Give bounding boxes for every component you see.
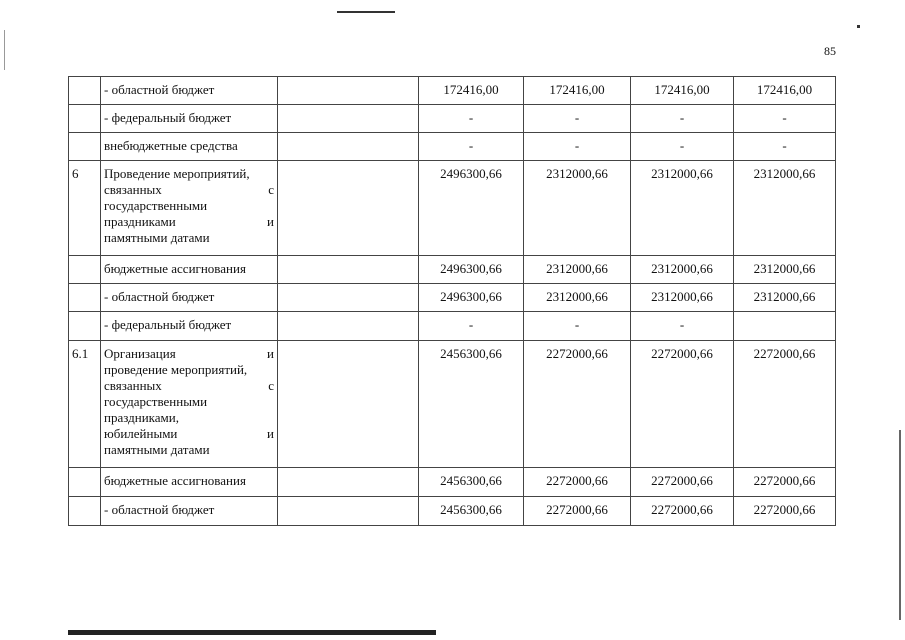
row-number: 6.1 [69,341,101,468]
row-name-line: праздниками, [104,410,179,425]
value-cell: 2312000,66 [631,256,734,284]
row-name-line: - областной бюджет [104,82,215,97]
empty-cell [278,256,419,284]
value-cell: 2456300,66 [419,341,524,468]
value-cell: 2272000,66 [524,341,631,468]
scan-dot [857,25,860,28]
table-row [69,341,836,468]
row-name [101,497,278,526]
empty-cell [278,133,419,161]
empty-cell [278,497,419,526]
empty-cell [278,161,419,256]
value-cell: 2312000,66 [631,161,734,256]
value-cell: 2312000,66 [734,256,836,284]
page-number: 85 [824,44,836,58]
value-cell: - [734,133,836,161]
value-cell: 172416,00 [734,77,836,105]
scan-mark-top [337,11,395,13]
value-cell: 2496300,66 [419,256,524,284]
empty-cell [278,77,419,105]
value-cell: 2456300,66 [419,497,524,526]
value-cell: 2272000,66 [631,341,734,468]
row-name-line: - федеральный бюджет [104,317,232,332]
row-number [69,133,101,161]
row-name-line: Проведение мероприятий, [104,166,250,181]
value-cell: 2312000,66 [734,161,836,256]
row-name [101,284,278,312]
row-name-line: связанных с [104,378,274,393]
row-number [69,105,101,133]
row-name [101,161,278,256]
row-name-line: государственными [104,394,208,409]
table-row [69,77,836,105]
row-number: 6 [69,161,101,256]
value-cell: 2496300,66 [419,284,524,312]
table-row [69,284,836,312]
value-cell: 172416,00 [524,77,631,105]
row-name [101,341,278,468]
value-cell: 2312000,66 [524,256,631,284]
table-row [69,161,836,256]
budget-table [68,76,836,526]
row-name-line: памятными датами [104,442,210,457]
value-cell: 172416,00 [419,77,524,105]
value-cell: 2272000,66 [631,497,734,526]
row-number [69,256,101,284]
value-cell: - [419,312,524,341]
empty-cell [278,312,419,341]
row-name-line: проведение мероприятий, [104,362,248,377]
value-cell: - [524,312,631,341]
row-name-line: праздниками и [104,214,274,229]
value-cell: - [631,312,734,341]
value-cell: 2272000,66 [631,468,734,497]
row-number [69,284,101,312]
value-cell: 2312000,66 [631,284,734,312]
value-cell: 2272000,66 [734,341,836,468]
row-name-line: памятными датами [104,230,210,245]
value-cell: 2272000,66 [524,468,631,497]
row-name [101,77,278,105]
value-cell: - [419,105,524,133]
row-name-line: - областной бюджет [104,502,215,517]
row-name-line: Организация и [104,346,274,361]
row-name [101,133,278,161]
row-name-line: государственными [104,198,208,213]
table-row [69,133,836,161]
row-name-line: бюджетные ассигнования [104,261,246,276]
value-cell: 2272000,66 [734,497,836,526]
empty-cell [278,468,419,497]
value-cell: - [524,133,631,161]
row-number [69,468,101,497]
value-cell: 2272000,66 [734,468,836,497]
row-name-line: - областной бюджет [104,289,215,304]
value-cell: - [524,105,631,133]
row-name [101,256,278,284]
value-cell: 2272000,66 [524,497,631,526]
value-cell: 172416,00 [631,77,734,105]
table-row [69,497,836,526]
value-cell: - [631,133,734,161]
row-number [69,77,101,105]
row-number [69,312,101,341]
row-name-line: бюджетные ассигнования [104,473,246,488]
row-name-line: внебюджетные средства [104,138,238,153]
scan-mark-right [899,430,901,620]
scan-mark-bottom [68,630,436,635]
empty-cell [278,341,419,468]
value-cell [734,312,836,341]
row-number [69,497,101,526]
value-cell: 2312000,66 [524,161,631,256]
table-row [69,105,836,133]
row-name [101,105,278,133]
value-cell: 2456300,66 [419,468,524,497]
value-cell: 2312000,66 [524,284,631,312]
table-row [69,312,836,341]
value-cell: - [631,105,734,133]
row-name-line: юбилейными и [104,426,274,441]
table-row [69,256,836,284]
scan-mark-left [4,30,5,70]
table-row [69,468,836,497]
value-cell: - [419,133,524,161]
row-name [101,468,278,497]
row-name-line: - федеральный бюджет [104,110,232,125]
row-name-line: связанных с [104,182,274,197]
row-name [101,312,278,341]
value-cell: 2312000,66 [734,284,836,312]
empty-cell [278,284,419,312]
value-cell: - [734,105,836,133]
empty-cell [278,105,419,133]
value-cell: 2496300,66 [419,161,524,256]
